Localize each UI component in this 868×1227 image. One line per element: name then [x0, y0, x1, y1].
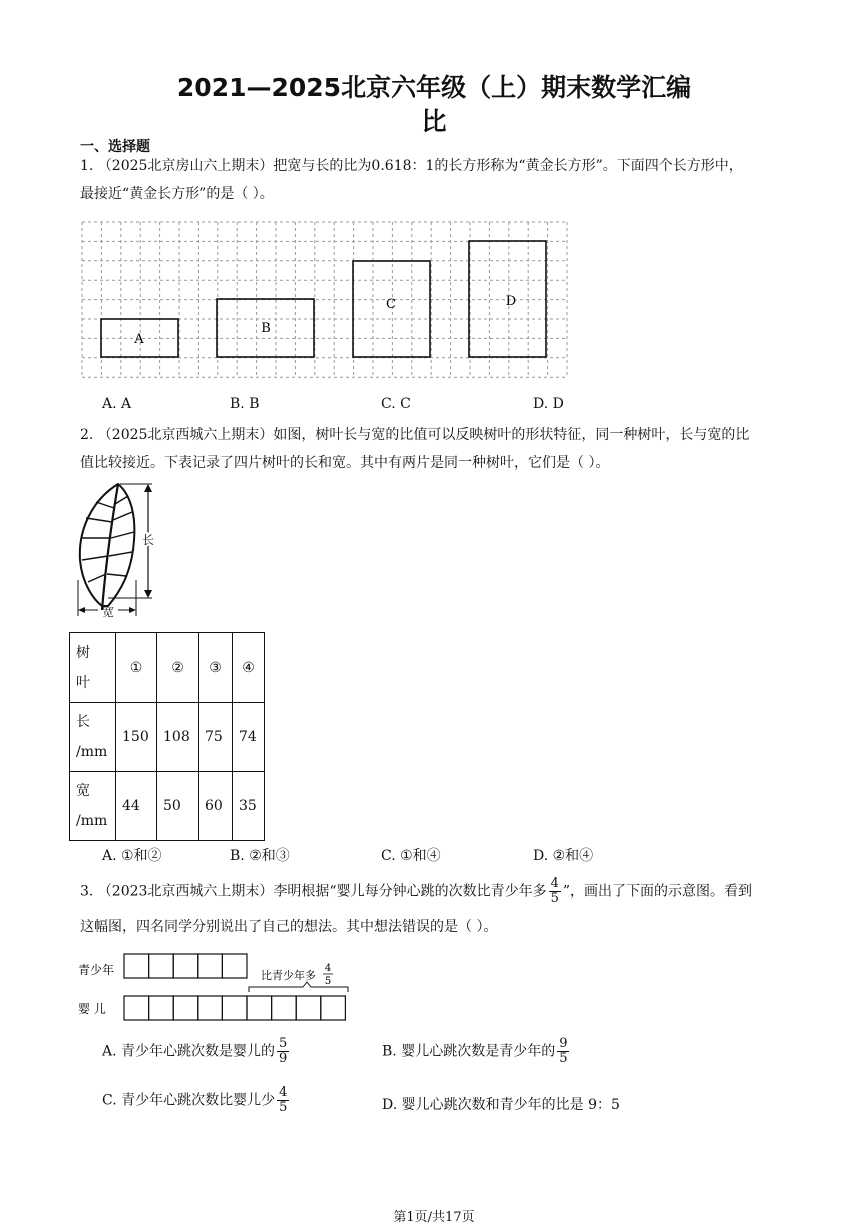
segment-box [272, 996, 297, 1020]
table-cell: 长 /mm [70, 703, 116, 772]
leaf-table [69, 632, 265, 841]
question-1-line1: 1. （2025北京房山六上期末）把宽与长的比为0.618：1的长方形称为“黄金长方形”。下面四个长方形中， [80, 158, 743, 174]
question-2-line1: 2. （2025北京西城六上期末）如图，树叶长与宽的比值可以反映树叶的形状特征，同一种树叶，长与宽的比 [80, 427, 750, 443]
brace-text: 比青少年多 [261, 969, 316, 982]
q2-option-d[interactable]: D. ②和④ [533, 848, 594, 864]
segment-box [222, 954, 247, 978]
section-heading: 一、选择题 [80, 139, 150, 155]
table-row [70, 633, 265, 703]
page-footer: 第1页/共17页 [393, 1210, 475, 1225]
question-2-line2: 值比较接近。下表记录了四片树叶的长和宽。其中有两片是同一种树叶，它们是（ ）。 [80, 455, 610, 471]
q1-option-c[interactable]: C. C [381, 396, 411, 412]
segment-box [124, 954, 149, 978]
table-header-cell: 树 叶 [70, 633, 116, 703]
q1-option-a[interactable]: A. A [102, 396, 132, 412]
table-cell: 108 [157, 703, 199, 772]
table-cell: 宽 /mm [70, 772, 116, 841]
table-header-cell: ④ [233, 633, 265, 703]
q2-option-a[interactable]: A. ①和② [102, 848, 162, 864]
segment-box [124, 996, 149, 1020]
segment-box [247, 996, 272, 1020]
segment-box [149, 996, 174, 1020]
teen-label: 青少年 [78, 963, 115, 977]
table-row [70, 703, 265, 772]
table-header-cell: ① [116, 633, 157, 703]
question-2-text [80, 424, 800, 474]
leaf-length-label: 长 [141, 533, 155, 547]
q3-option-a[interactable]: A. 青少年心跳次数是婴儿的 $\frac{5}{9}$ [102, 1036, 288, 1066]
question-1-line2: 最接近“黄金长方形”的是（ ）。 [80, 186, 274, 202]
rect-a-label: A [134, 332, 144, 347]
segment-box [173, 996, 198, 1020]
q2-option-b[interactable]: B. ②和③ [230, 848, 290, 864]
q1-option-b[interactable]: B. B [230, 396, 260, 412]
leaf-figure [72, 480, 162, 622]
segment-box [198, 954, 223, 978]
segment-box [321, 996, 346, 1020]
rect-c-label: C [386, 297, 396, 312]
question-3-line2: 这幅图，四名同学分别说出了自己的想法。其中想法错误的是（ ）。 [80, 919, 498, 935]
page-title: 2021—2025北京六年级（上）期末数学汇编 [176, 73, 692, 102]
table-header-cell: ② [157, 633, 199, 703]
rect-b-label: B [261, 321, 271, 336]
heartbeat-bar-diagram [78, 950, 358, 1024]
q3-option-b[interactable]: B. 婴儿心跳次数是青少年的 $\frac{9}{5}$ [382, 1036, 568, 1066]
q2-option-c[interactable]: C. ①和④ [381, 848, 441, 864]
leaf-width-label: 宽 [101, 605, 115, 619]
question-1-text [80, 155, 800, 205]
table-cell: 150 [116, 703, 157, 772]
golden-rect-grid-figure [80, 220, 570, 382]
fraction: $\frac{4}{5}$ [550, 876, 559, 906]
brace-frac-den: 5 [324, 976, 332, 987]
segment-box [296, 996, 321, 1020]
baby-label: 婴 儿 [78, 1002, 106, 1016]
brace-frac-num: 4 [324, 963, 332, 974]
table-cell: 44 [116, 772, 157, 841]
q3-option-d[interactable]: D. 婴儿心跳次数和青少年的比是 9：5 [382, 1097, 620, 1113]
question-3-text [80, 877, 810, 938]
segment-box [173, 954, 198, 978]
q3-option-c[interactable]: C. 青少年心跳次数比婴儿少 $\frac{4}{5}$ [102, 1085, 288, 1115]
page-subtitle: 比 [421, 107, 447, 136]
question-3-line1: 3. （2023北京西城六上期末）李明根据“婴儿每分钟心跳的次数比青少年多 $\frac{4}{5}$ ”，画出了下面的示意图。看到 [80, 876, 753, 906]
rect-d-label: D [505, 294, 517, 309]
table-cell: 74 [233, 703, 265, 772]
table-row [70, 772, 265, 841]
q1-option-d[interactable]: D. D [533, 396, 564, 412]
table-cell: 60 [199, 772, 233, 841]
segment-box [198, 996, 223, 1020]
table-header-cell: ③ [199, 633, 233, 703]
segment-box [222, 996, 247, 1020]
table-cell: 50 [157, 772, 199, 841]
table-cell: 75 [199, 703, 233, 772]
segment-box [149, 954, 174, 978]
table-cell: 35 [233, 772, 265, 841]
